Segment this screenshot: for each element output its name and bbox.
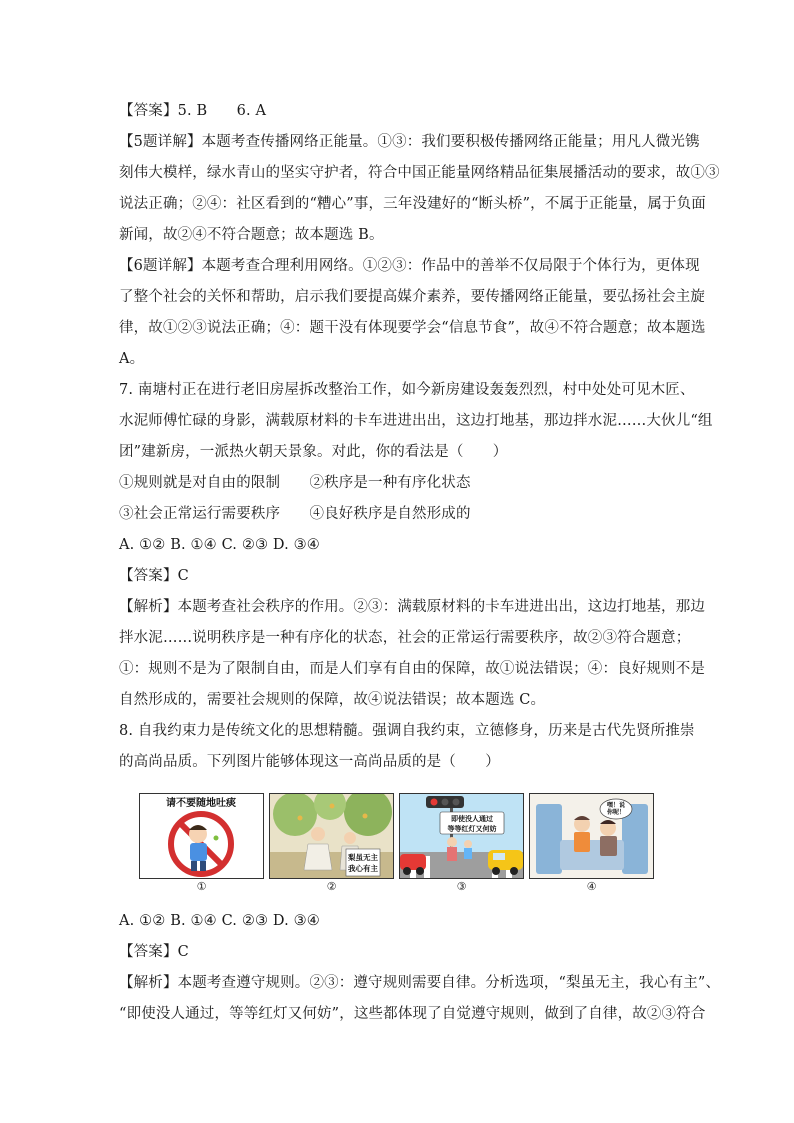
explanation-6 (119, 251, 706, 375)
figure-1-caption: 请不要随地吐痰 (166, 798, 236, 809)
text-line: “即使没人通过，等等红灯又何妨”，这些都体现了自觉遵守规则，做到了自律，故②③符合 (119, 1006, 706, 1022)
text-line: ①：规则不是为了限制自由，而是人们享有自由的保障，故①说法错误；④：良好规则不是 (119, 661, 705, 677)
question-8-figures (139, 793, 654, 893)
text-line: 【解析】本题考查社会秩序的作用。②③：满载原材料的卡车进进出出，这边打地基，那边 (119, 599, 705, 615)
text-line: 团”建新房，一派热火朝天景象。对此，你的看法是（ ） (119, 444, 508, 460)
text-line: 8. 自我约束力是传统文化的思想精髓。强调自我约束，立德修身，历来是古代先贤所推崇 (119, 723, 695, 739)
text-line: 自然形成的，需要社会规则的保障，故④说法错误；故本题选 C。 (119, 692, 546, 708)
svg-text:等等红灯又何妨: 等等红灯又何妨 (447, 825, 497, 833)
text-line: 【答案】5. B 6. A (119, 103, 267, 119)
figure-1 (139, 793, 264, 893)
option-line: ③社会正常运行需要秩序 ④良好秩序是自然形成的 (119, 506, 471, 522)
choice-line: A. ①② B. ①④ C. ②③ D. ③④ (119, 913, 320, 929)
option-line: ①规则就是对自由的限制 ②秩序是一种有序化状态 (119, 475, 471, 491)
svg-text:即使没人通过: 即使没人通过 (451, 815, 493, 823)
explanation-5 (119, 127, 720, 251)
text-line: 的高尚品质。下列图片能够体现这一高尚品质的是（ ） (119, 754, 500, 770)
text-line: A。 (119, 351, 145, 367)
choice-line: A. ①② B. ①④ C. ②③ D. ③④ (119, 537, 320, 553)
text-line: 新闻，故②④不符合题意；故本题选 B。 (119, 227, 384, 243)
answer-5-6 (119, 96, 679, 127)
figure-2-number: ② (326, 880, 337, 893)
text-line: 了整个社会的关怀和帮助，启示我们要提高媒介素养，要传播网络正能量，要弘扬社会主旋 (119, 289, 705, 305)
svg-text:梨虽无主: 梨虽无主 (348, 853, 378, 862)
text-line: 7. 南塘村正在进行老旧房屋拆改整治工作，如今新房建设轰轰烈烈，村中处处可见木匠、 (119, 382, 695, 398)
figure-2-image (269, 793, 394, 879)
text-line: 刻伟大模样，绿水青山的坚实守护者，符合中国正能量网络精品征集展播活动的要求，故①③ (119, 165, 720, 181)
figure-4 (529, 793, 654, 893)
text-line: 说法正确；②④：社区看到的“糟心”事，三年没建好的“断头桥”，不属于正能量，属于负面 (119, 196, 706, 212)
figure-1-number: ① (196, 880, 207, 893)
text-line: 【解析】本题考查遵守规则。②③：遵守规则需要自律。分析选项，“梨虽无主，我心有主”、 (119, 975, 721, 991)
text-line: 【6题详解】本题考查合理利用网络。①②③：作品中的善举不仅局限于个体行为，更体现 (119, 258, 700, 274)
svg-text:嘿！说: 嘿！说 (606, 802, 626, 809)
figure-2 (269, 793, 394, 893)
figure-3-image (399, 793, 524, 879)
figure-4-image (529, 793, 654, 879)
text-line: 律，故①②③说法正确；④：题干没有体现要学会“信息节食”，故④不符合题意；故本题选 (119, 320, 706, 336)
svg-text:你呢！: 你呢！ (606, 809, 626, 816)
text-line: 【5题详解】本题考查传播网络正能量。①③：我们要积极传播网络正能量；用凡人微光镌 (119, 134, 700, 150)
answer-line: 【答案】C (119, 944, 189, 960)
figure-3 (399, 793, 524, 893)
question-7 (119, 375, 713, 778)
text-line: 水泥师傅忙碌的身影，满载原材料的卡车进进出出，这边打地基，那边拌水泥……大伙儿“组 (119, 413, 713, 429)
text-line: 拌水泥……说明秩序是一种有序化的状态，社会的正常运行需要秩序，故②③符合题意； (119, 630, 691, 646)
figure-1-image (139, 793, 264, 879)
answer-line: 【答案】C (119, 568, 189, 584)
figure-3-number: ③ (456, 880, 467, 893)
svg-text:我心有主: 我心有主 (348, 864, 378, 873)
question-8-answer (119, 906, 721, 1030)
figure-4-number: ④ (586, 880, 597, 893)
